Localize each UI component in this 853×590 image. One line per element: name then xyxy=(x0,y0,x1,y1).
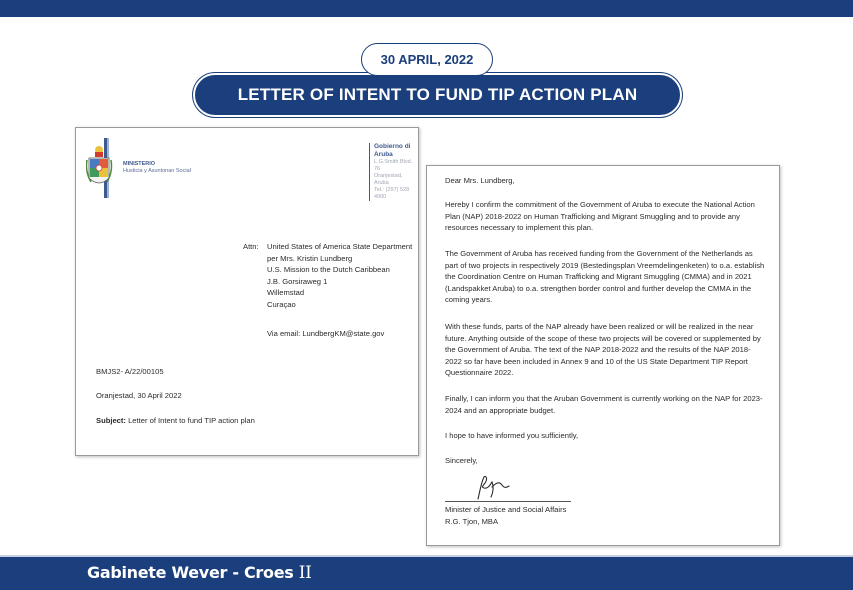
top-bar xyxy=(0,0,853,17)
letter-paragraph: With these funds, parts of the NAP already have been realized or will be realized in the near future. Anything outside of the scope of these two projects will be covered or supplemented by the Government of Aruba. The text of the NAP 2018-2022 and the results of the NAP 2018-2022 so far have been included in Annex 9 and 10 of the US State Department TIP Report Questionnaire 2022. xyxy=(445,322,761,377)
footer-label xyxy=(87,563,312,583)
gobierno-line: L.G.Smith Blvd. 76 xyxy=(374,159,413,172)
place-date: Oranjestad, 30 April 2022 xyxy=(96,391,182,400)
title-banner xyxy=(193,73,682,117)
address-line: U.S. Mission to the Dutch Caribbean xyxy=(267,265,390,274)
letter-paragraph: I hope to have informed you sufficiently, xyxy=(445,431,579,440)
closing: Sincerely, xyxy=(445,456,478,465)
subject-line xyxy=(96,415,255,427)
address-line: United States of America State Department xyxy=(267,242,413,251)
subject-text: Letter of Intent to fund TIP action plan xyxy=(125,416,255,425)
recipient-address xyxy=(267,241,412,310)
letter-page-right xyxy=(426,165,780,546)
gobierno-letterhead xyxy=(369,143,418,201)
reference-number: BMJS2- A/22/00105 xyxy=(96,367,164,376)
ministry-sub: Husticia y Asuntonan Social xyxy=(123,168,191,174)
letter-page-left xyxy=(75,127,419,456)
address-line: per Mrs. Kristin Lundberg xyxy=(267,253,353,263)
signer-block xyxy=(445,504,566,527)
address-line: Willemstad xyxy=(267,288,305,297)
via-email: Via email: LundbergKM@state.gov xyxy=(267,329,385,338)
attn-label: Attn: xyxy=(243,242,259,251)
date-badge xyxy=(361,43,493,76)
footer-text: Gabinete Wever - Croes xyxy=(87,563,294,582)
ministry-block xyxy=(123,161,191,175)
gobierno-line: Tel.: (297) 528 4900 xyxy=(374,187,410,200)
address-line: J.B. Gorsiraweg 1 xyxy=(267,276,328,286)
letter-paragraph: The Government of Aruba has received funding from the Government of the Netherlands as part of two projects in respectively 2019 (Bestedingsplan Vreemdelingenketen) to o.a. establish the Coordination Centre on Human Trafficking and Migrant Smuggling (CMMA) and in 2021 (Landspakket Aruba) to o.a. strengthen border control and further develop the CMMA in the coming years. xyxy=(445,249,765,304)
gobierno-title: Gobierno di Aruba xyxy=(374,143,411,158)
gobierno-line: Oranjestad, Aruba xyxy=(374,173,403,186)
signer-name: R.G. Tjon, MBA xyxy=(445,516,499,526)
aruba-coat-of-arms-icon xyxy=(86,138,116,198)
page-title: LETTER OF INTENT TO FUND TIP ACTION PLAN xyxy=(237,85,638,104)
signature-line xyxy=(445,501,571,502)
signer-title: Minister of Justice and Social Affairs xyxy=(445,505,567,514)
subject-label: Subject: xyxy=(96,416,126,425)
letter-paragraph: Finally, I can inform you that the Aruban Government is currently working on the NAP for 2023-2024 and an appropriate budget. xyxy=(445,394,763,415)
address-line: Curaçao xyxy=(267,299,296,309)
date-text: 30 APRIL, 2022 xyxy=(380,52,474,67)
footer-numeral: II xyxy=(298,563,312,583)
handwritten-signature-icon xyxy=(472,473,512,503)
ministry-name: MINISTERIO xyxy=(123,161,156,167)
salutation: Dear Mrs. Lundberg, xyxy=(445,176,515,185)
letter-paragraph: Hereby I confirm the commitment of the Government of Aruba to execute the National Action Plan (NAP) 2018-2022 on Human Trafficking and Migrant Smuggling and to provide any resources necessary to implement this plan. xyxy=(445,200,755,232)
